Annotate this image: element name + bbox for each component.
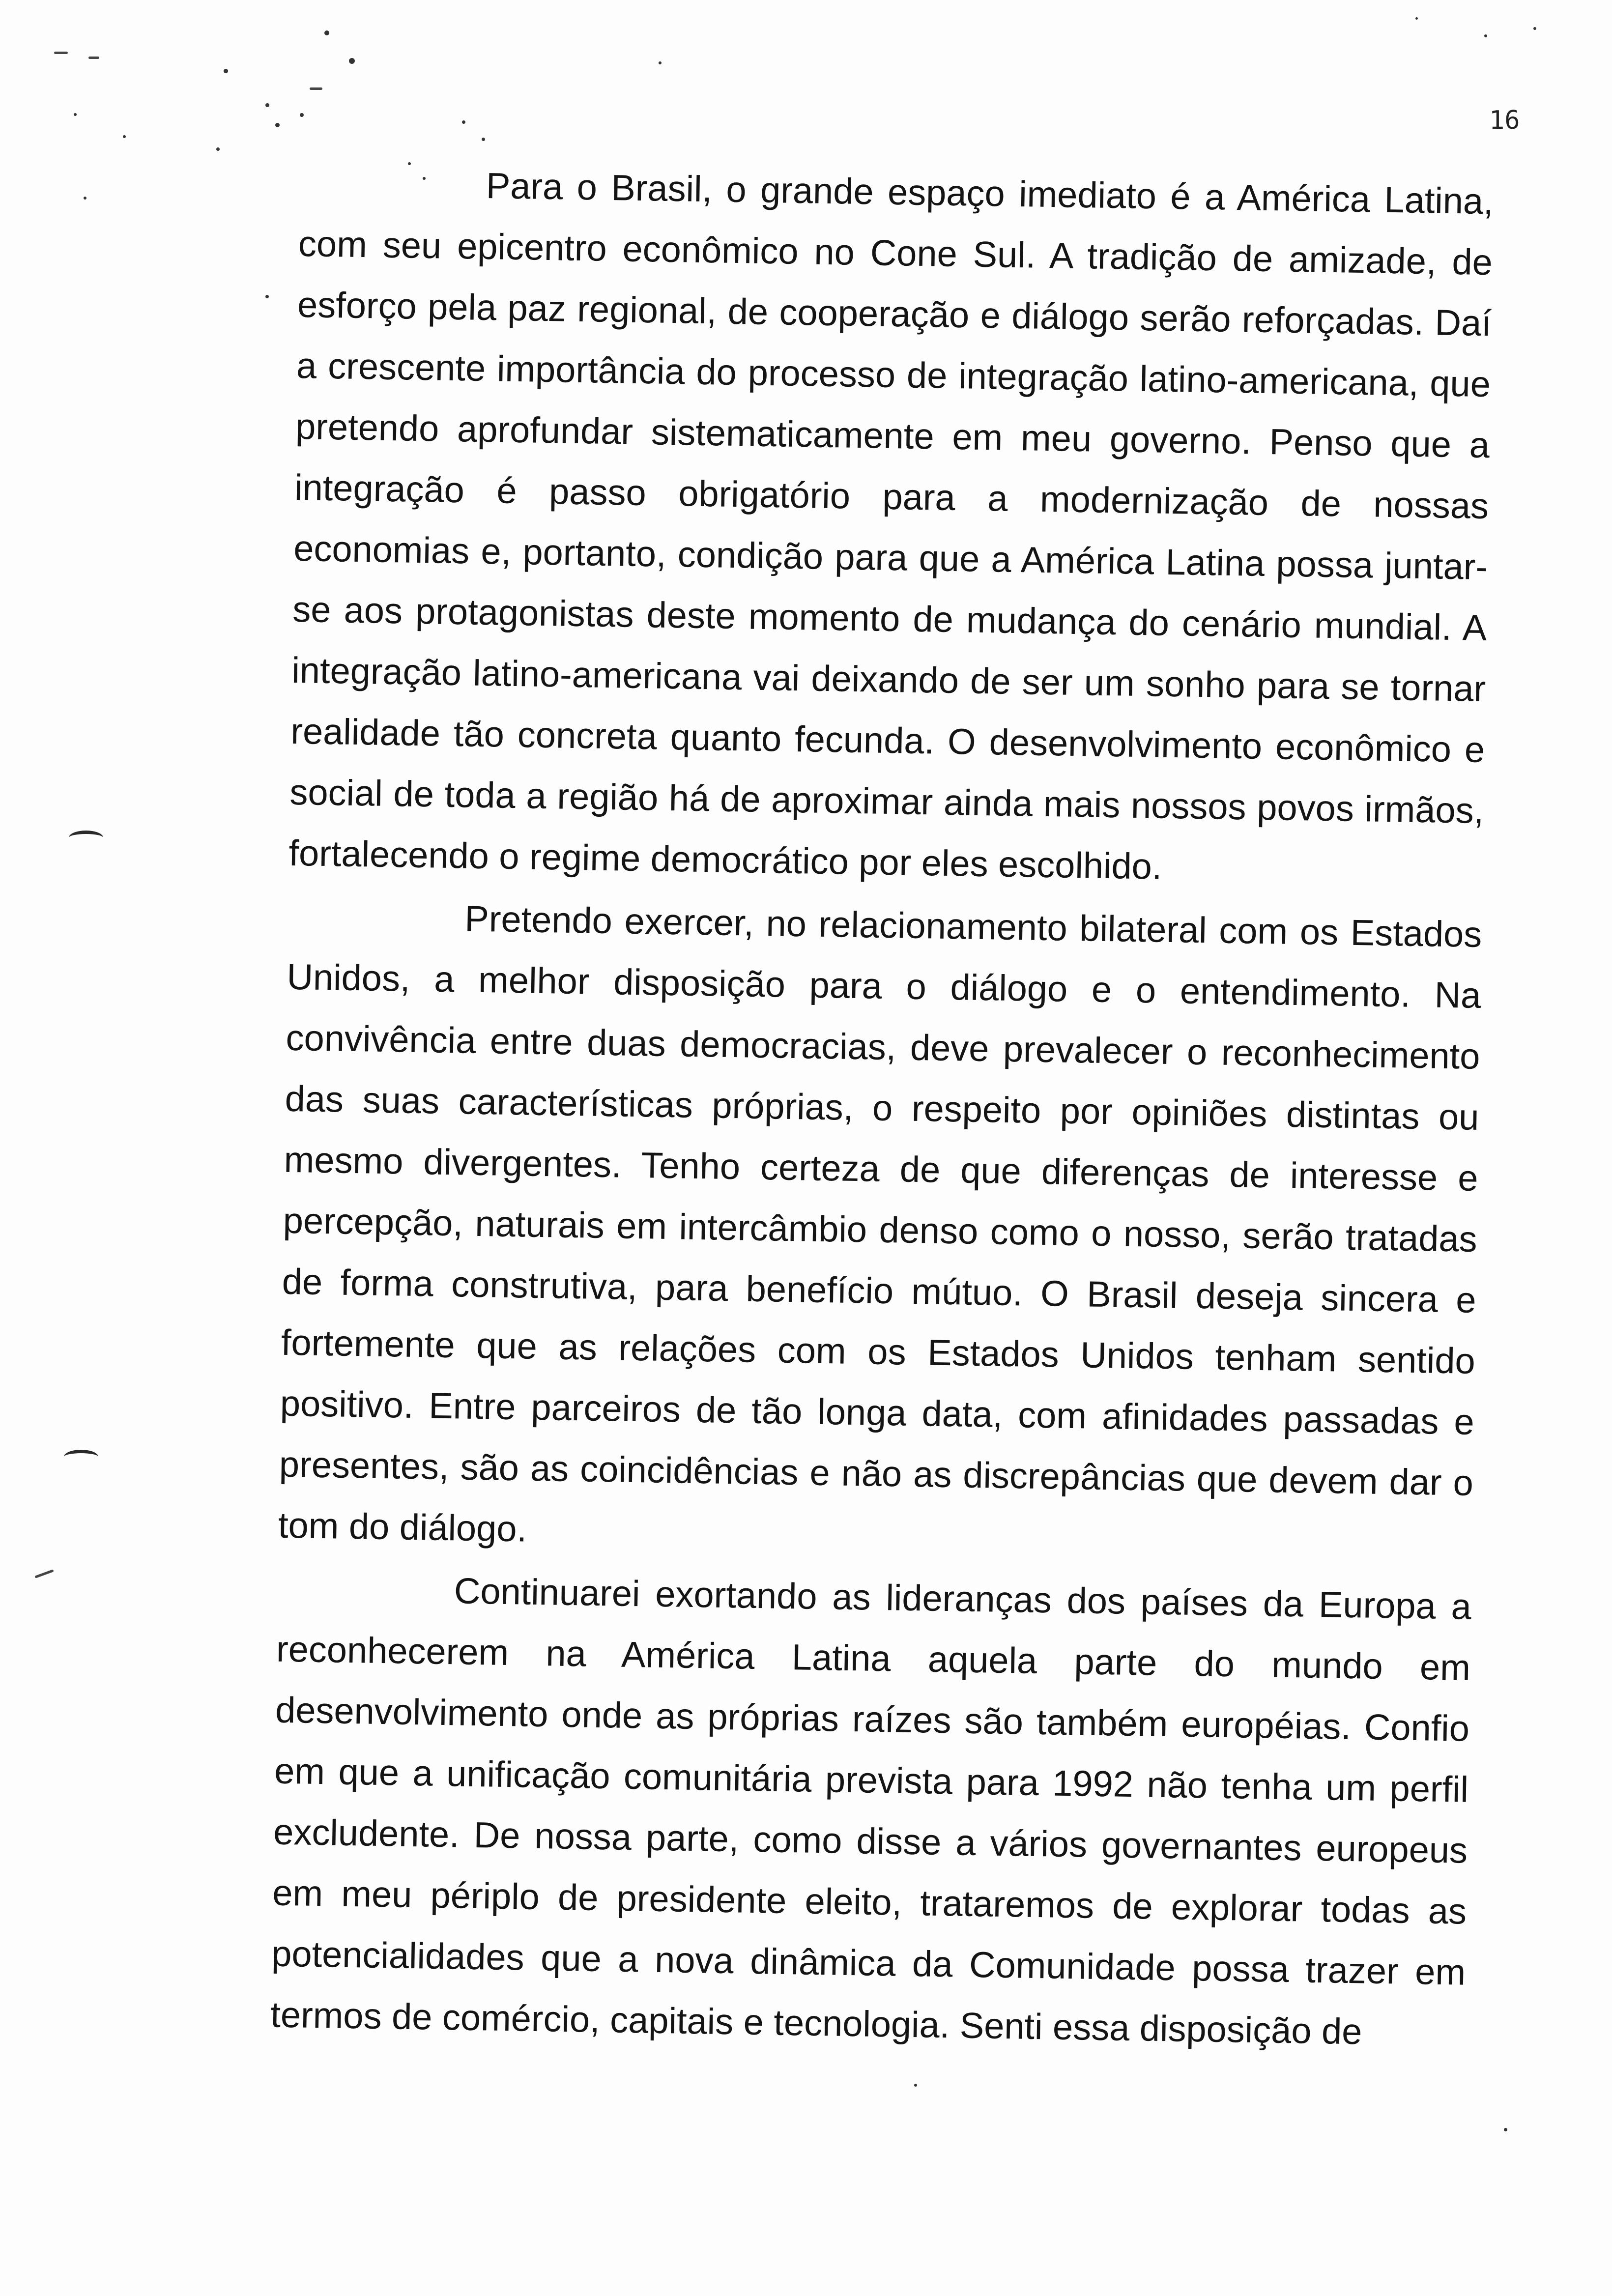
- scan-speck: [1484, 34, 1487, 37]
- scan-speck: [349, 58, 355, 64]
- scan-speck: [300, 113, 304, 117]
- scan-speck: [310, 87, 322, 90]
- scan-margin-mark: [64, 1450, 98, 1464]
- scan-speck: [265, 295, 269, 298]
- paragraph-united-states: Pretendo exercer, no relacionamento bilateral com os Estados Unidos, a melhor disposição para o diálogo e o entendimento. Na convivência entre duas democracias, deve prevalecer o reconhecimento das suas características próprias, o respeito por opiniões distintas ou mesmo divergentes. Tenho certeza de que diferenças de interesse e percepção, naturais em intercâmbio denso como o nosso, serão tratadas de forma construtiva, para benefício mútuo. O Brasil deseja sincera e fortemente que as relações com os Estados Unidos tenham sentido positivo. Entre parceiros de tão longa data, com afinidades passadas e presentes, são as coincidências e não as discrepâncias que devem dar o tom do diálogo.: [278, 898, 1482, 1550]
- scan-speck: [275, 123, 280, 127]
- scan-speck: [914, 2084, 917, 2087]
- scan-speck: [224, 69, 228, 73]
- scan-speck: [462, 120, 465, 124]
- scan-speck: [74, 113, 77, 116]
- scan-speck: [216, 147, 220, 151]
- scan-speck: [88, 57, 99, 59]
- page-number: 16: [1489, 106, 1520, 135]
- scan-speck: [482, 138, 485, 141]
- scan-margin-mark: [69, 831, 103, 845]
- scan-speck: [1504, 2128, 1507, 2131]
- scan-speck: [324, 30, 329, 35]
- scan-speck: [54, 52, 68, 54]
- scan-speck: [1533, 27, 1536, 30]
- scan-speck: [265, 103, 269, 107]
- scan-speck: [123, 135, 126, 138]
- paragraph-europe: Continuarei exortando as lideranças dos países da Europa a reconhecerem na América Latina aquela parte do mundo em desenvolvimento onde as próprias raízes são também européias. Confio em que a unificação comunitária prevista para 1992 não tenha um perfil excludente. De nossa parte, como disse a vários governantes europeus em meu périplo de presidente eleito, trataremos de explorar todas as potencialidades que a nova dinâmica da Comunidade possa trazer em termos de comércio, capitais e tecnologia. Senti essa disposição de: [270, 1570, 1472, 2052]
- scan-speck: [34, 1569, 54, 1578]
- scan-speck: [84, 197, 86, 200]
- scan-speck: [1415, 17, 1418, 20]
- body-text: [270, 152, 1494, 2066]
- paragraph-latin-america: Para o Brasil, o grande espaço imediato é a América Latina, com seu epicentro econômico no Cone Sul. A tradição de amizade, de esforço pela paz regional, de cooperação e diálogo serão reforçadas. Daí a crescente importância do processo de integração latino-americana, que pretendo aprofundar sistematicamente em meu governo. Penso que a integração é passo obrigatório para a modernização de nossas economias e, portanto, condição para que a América Latina possa juntar-se aos protagonistas deste momento de mudança do cenário mundial. A integração latino-americana vai deixando de ser um sonho para se tornar realidade tão concreta quanto fecunda. O desenvolvimento econômico e social de toda a região há de aproximar ainda mais nossos povos irmãos, fortalecendo o regime democrático por eles escolhido.: [288, 165, 1494, 887]
- scan-speck: [659, 61, 662, 64]
